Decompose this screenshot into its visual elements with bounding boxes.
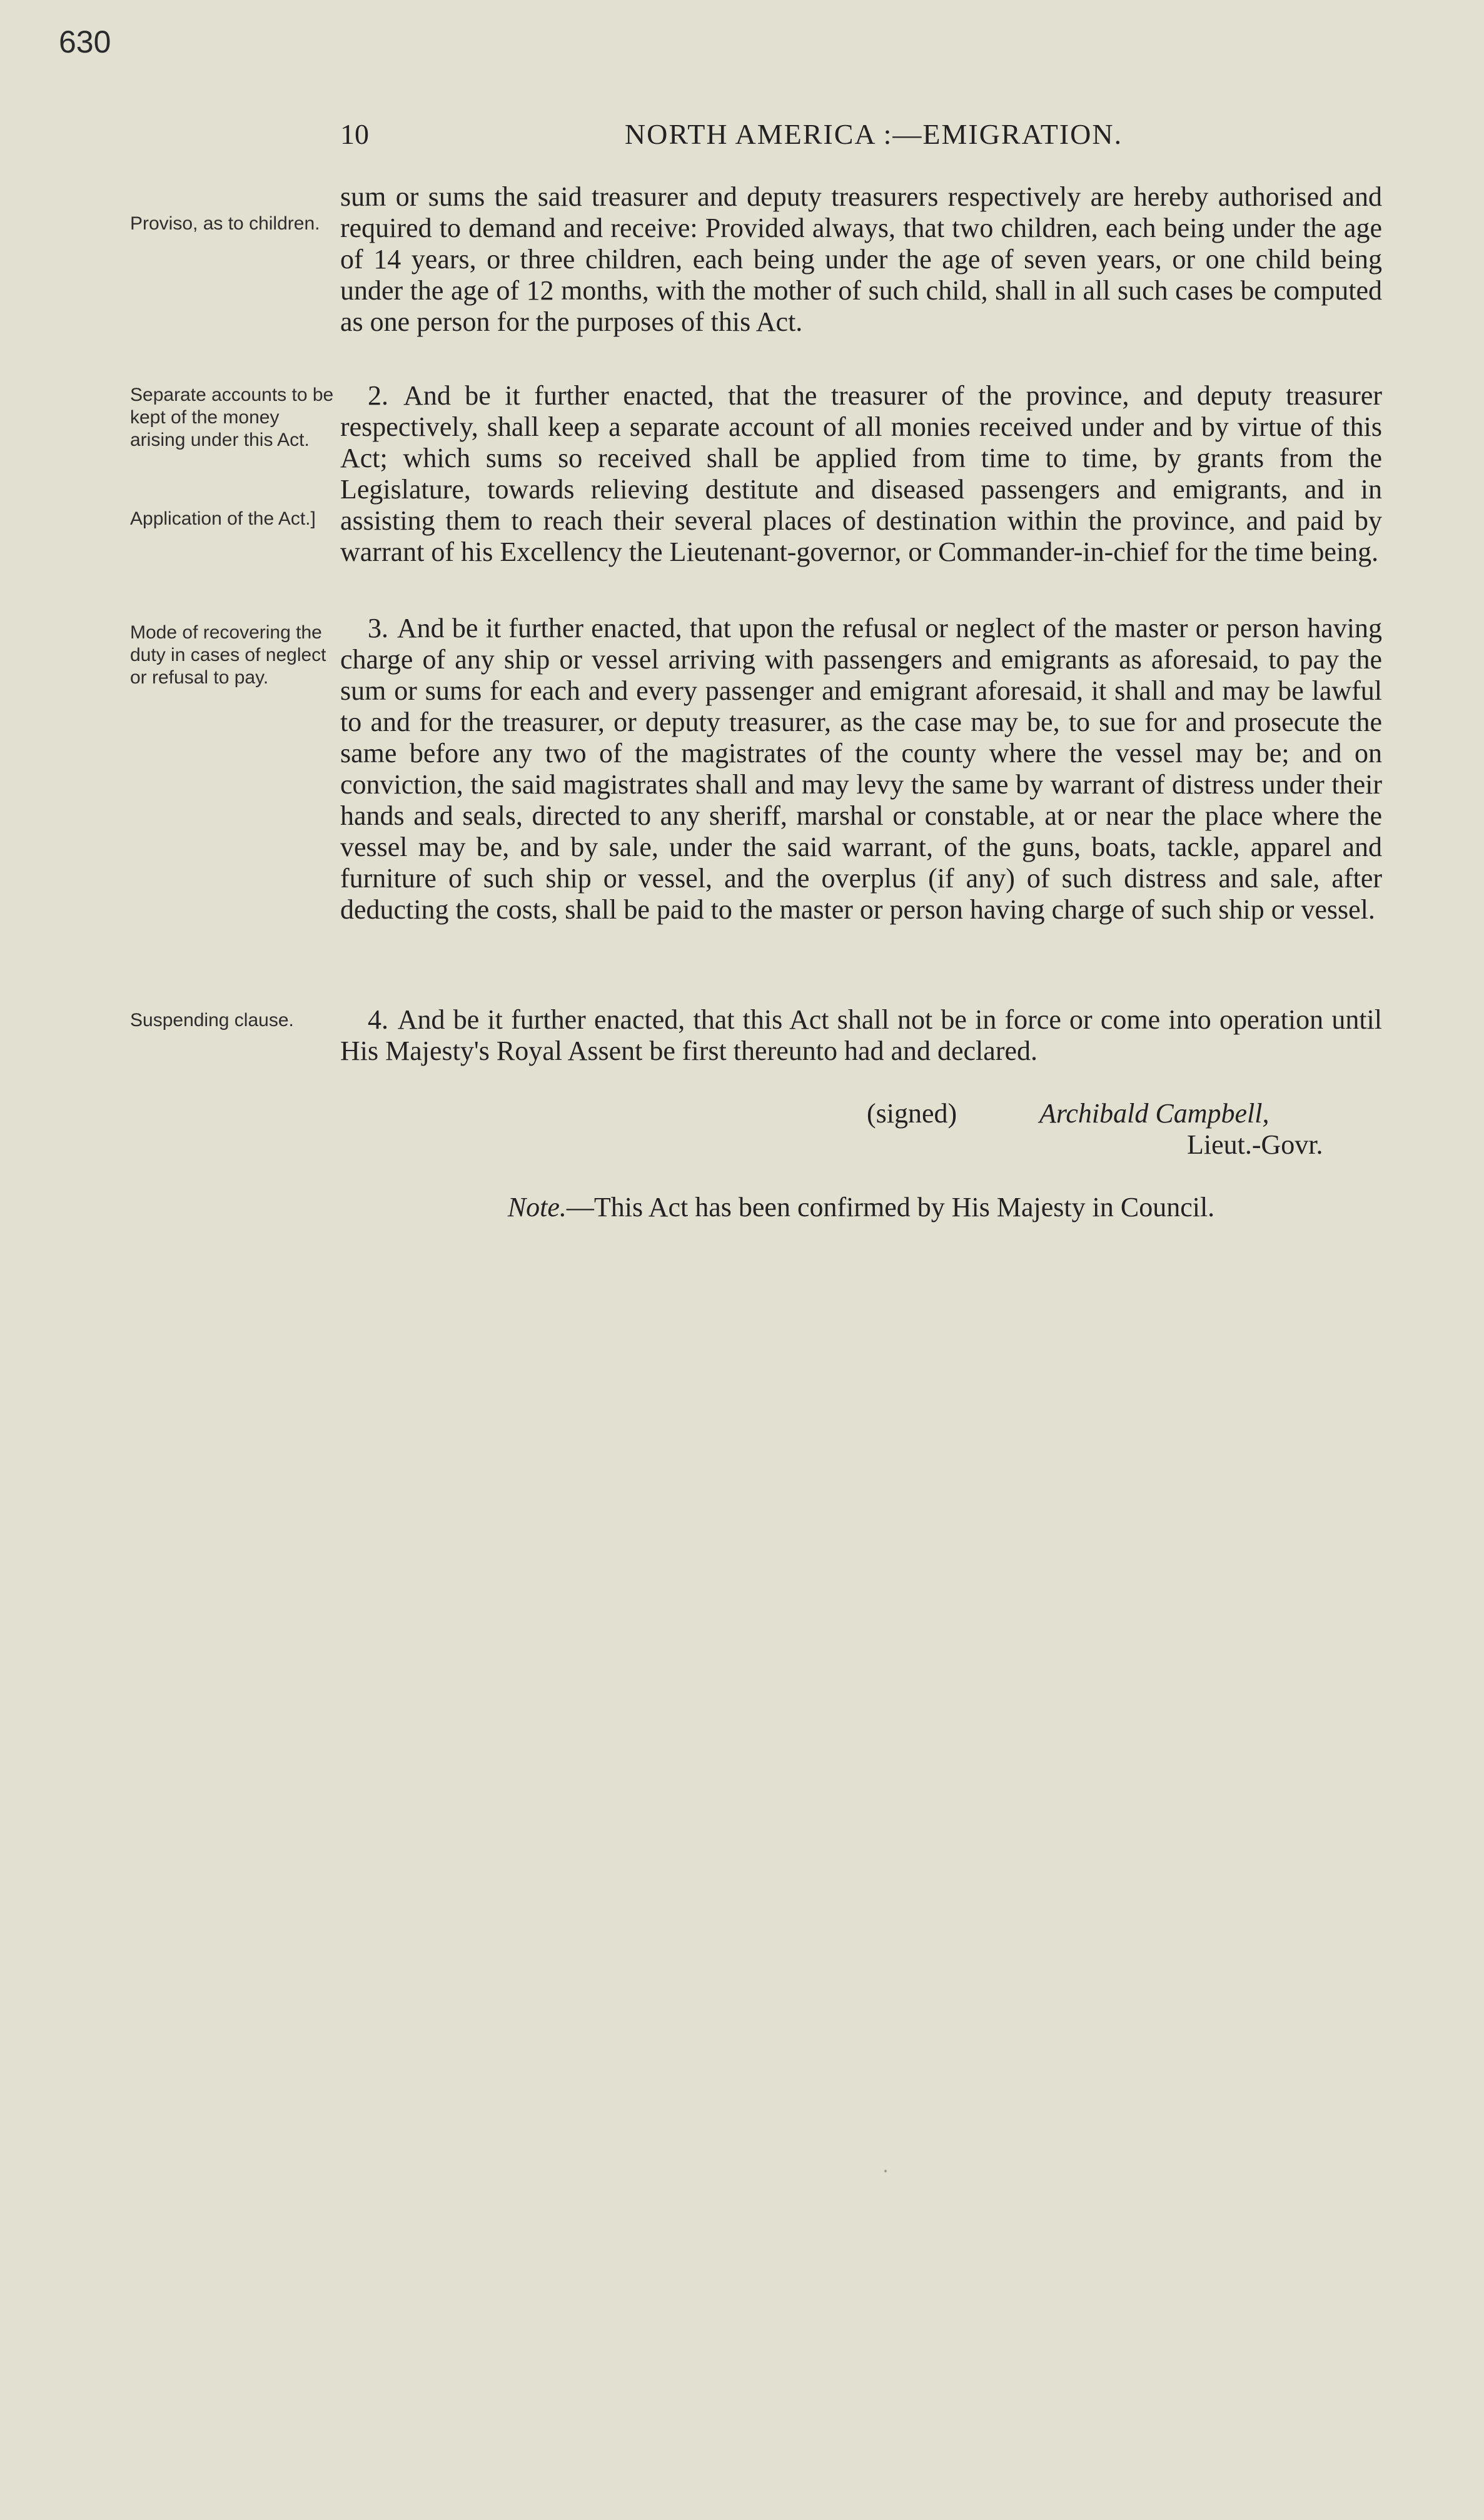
section-number: 4. — [368, 1004, 388, 1035]
signatory-title: Lieut.-Govr. — [1187, 1129, 1323, 1160]
paper-speck — [884, 2170, 887, 2172]
section-2 — [340, 380, 1382, 568]
scan-page-number: 630 — [59, 24, 111, 59]
section-3 — [340, 613, 1382, 925]
section-text: And be it further enacted, that the treasurer of the province, and deputy treasurer respectively, shall keep a separate account of all monies received under and by virtue of this Act; which sums so received shall be applied from time to time, by grants from the Legislature, towards relieving destitute and diseased passengers and emigrants, and in assisting them to reach their several places of destination within the province, and paid by warrant of his Excellency the Lieutenant-governor, or Commander-in-chief for the time being. — [340, 380, 1383, 567]
signatory-name: Archibald Campbell, — [1039, 1098, 1269, 1129]
confirmation-note — [340, 1192, 1382, 1223]
signed-label: (signed) — [867, 1098, 957, 1129]
section-continuation — [340, 181, 1382, 338]
folio-number: 10 — [340, 118, 369, 150]
margin-note-proviso: Proviso, as to children. — [130, 213, 320, 234]
page-title: NORTH AMERICA :—EMIGRATION. — [624, 118, 1123, 150]
note-text: —This Act has been confirmed by His Majesty in Council. — [566, 1192, 1215, 1222]
section-text: And be it further enacted, that upon the refusal or neglect of the master or person having charge of any ship or vessel arriving with passengers and emigrants as aforesaid, to pay the sum or sums for each and every passenger and emigrant aforesaid, it shall and may be lawful to and for the treasurer, or deputy treasurer, as the case may be, to sue for and prosecute the same before any two of the magistrates of the county where the vessel may be; and on conviction, the said magistrates shall and may levy the same by warrant of distress under their hands and seals, directed to any sheriff, marshal or constable, at or near the place where the vessel may be, and by sale, under the said warrant, of the guns, boats, tackle, apparel and furniture of such ship or vessel, and the overplus (if any) of such distress and sale, after deducting the costs, shall be paid to the master or person having charge of such ship or vessel. — [340, 613, 1382, 925]
section-number: 3. — [368, 613, 388, 643]
margin-note-separate-accounts: Separate accounts to be kept of the money arising under this Act. — [130, 385, 334, 450]
section-text: sum or sums the said treasurer and deputy treasurers respectively are hereby authorised and required to demand and receive: Provided always, that two children, each being under the age of 14 years, or three children, each being under the age of seven years, or one child being under the age of 12 months, with the mother of such child, shall in all such cases be computed as one person for the purposes of this Act. — [340, 181, 1382, 337]
section-4 — [340, 1004, 1382, 1067]
note-label: Note. — [507, 1192, 567, 1222]
margin-note-application: Application of the Act.] — [130, 508, 316, 529]
margin-note-mode-of-recovering: Mode of recovering the duty in cases of neglect or refusal to pay. — [130, 622, 326, 688]
section-text: And be it further enacted, that this Act shall not be in force or come into operation until His Majesty's Royal Assent be first thereunto had and declared. — [340, 1004, 1383, 1066]
section-number: 2. — [368, 380, 388, 411]
running-head — [340, 118, 1382, 155]
margin-note-suspending-clause: Suspending clause. — [130, 1010, 294, 1031]
